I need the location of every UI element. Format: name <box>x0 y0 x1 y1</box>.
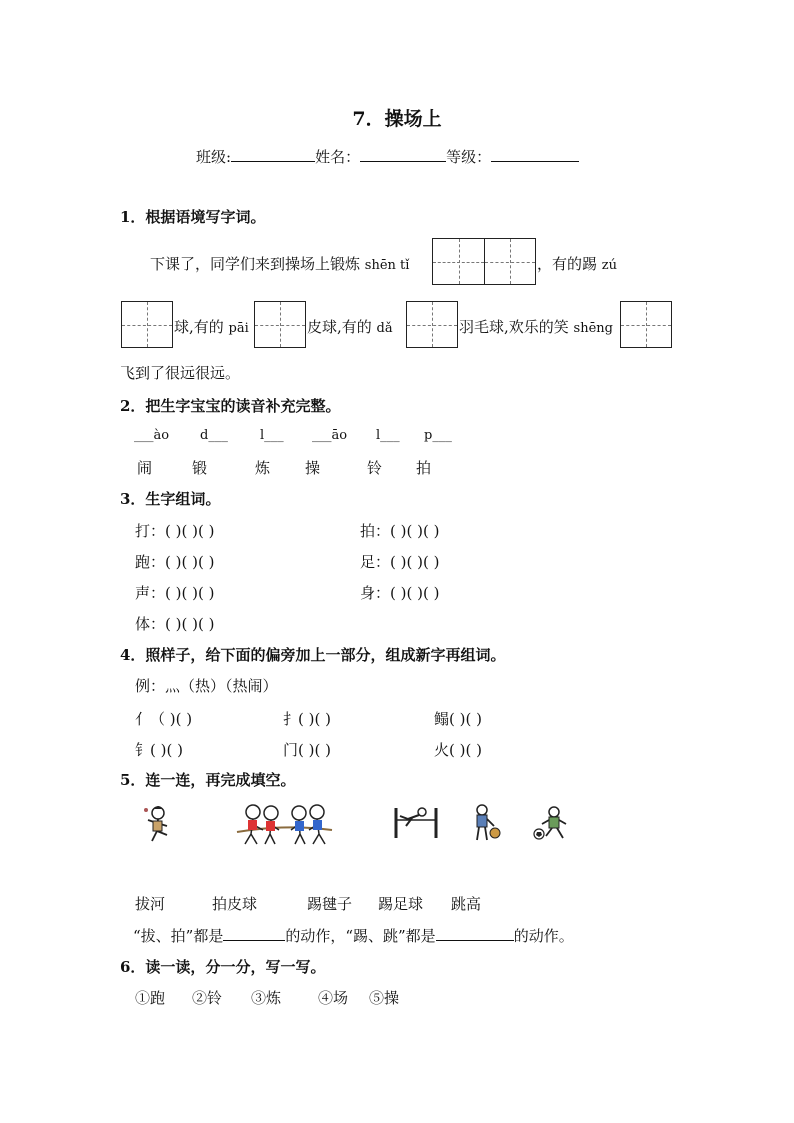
class-label: 班级: <box>196 148 232 166</box>
q5-word-4[interactable]: 踢足球 <box>378 895 424 913</box>
q5-sentence-c: 的动作。 <box>513 927 574 945</box>
q1-line2-b <box>307 316 393 337</box>
q2-char-5: 铃 <box>367 459 383 477</box>
q2-char-3: 炼 <box>255 459 271 477</box>
tian-grid-pai[interactable] <box>254 301 306 348</box>
q5-sentence-b: 的动作，“踢、跳”都是 <box>285 927 436 945</box>
q4-row-2-c[interactable]: 火( )( ) <box>434 741 482 759</box>
q2-heading: 2．把生字宝宝的读音补充完整。 <box>120 397 341 415</box>
q2-char-4: 操 <box>305 459 321 477</box>
q4-heading: 4．照样子，给下面的偏旁加上一部分，组成新字再组词。 <box>120 646 506 664</box>
q5-word-3[interactable]: 踢毽子 <box>307 895 353 913</box>
q4-row-1-b[interactable]: 扌( )( ) <box>283 710 331 728</box>
kick-football-picture[interactable] <box>532 806 572 840</box>
q6-item-2: ②铃 <box>192 989 223 1007</box>
q3-heading: 3．生字组词。 <box>120 490 221 508</box>
q5-blank-2[interactable] <box>436 926 514 941</box>
bounce-ball-picture[interactable] <box>470 804 502 842</box>
q5-sentence-a: “拔、拍”都是 <box>133 927 224 945</box>
pinyin-da: dǎ <box>376 321 393 336</box>
q3-row-3-left[interactable]: 声：( )( )( ) <box>135 584 215 602</box>
grade-blank[interactable] <box>491 147 579 162</box>
q1-text-e: 羽毛球,欢乐的笑 <box>459 318 574 336</box>
high-jump-picture[interactable] <box>392 806 442 838</box>
q3-row-4-left[interactable]: 体：( )( )( ) <box>135 615 215 633</box>
q1-text-c: 球,有的 <box>174 318 229 336</box>
page-title: 7．操场上 <box>352 108 442 130</box>
q1-line2-c <box>459 316 613 337</box>
q3-row-1-right[interactable]: 拍：( )( )( ) <box>360 522 440 540</box>
q3-row-2-right[interactable]: 足：( )( )( ) <box>360 553 440 571</box>
name-label: 姓名： <box>315 148 361 166</box>
student-info-line <box>196 146 579 167</box>
q2-pinyin-6: p___ <box>424 428 452 443</box>
pinyin-pai: pāi <box>228 321 249 336</box>
tian-grid-zu[interactable] <box>121 301 173 348</box>
q4-row-2-b[interactable]: 门( )( ) <box>283 741 331 759</box>
q1-line1-end <box>537 253 617 274</box>
q3-row-1-left[interactable]: 打：( )( )( ) <box>135 522 215 540</box>
name-blank[interactable] <box>360 147 446 162</box>
pinyin-shenti: shēn tǐ <box>364 258 410 273</box>
q2-pinyin-3: l___ <box>260 428 284 443</box>
q6-item-5: ⑤操 <box>369 989 400 1007</box>
q2-pinyin-2: d___ <box>200 428 228 443</box>
q4-row-2-a[interactable]: 钅( )( ) <box>135 741 183 759</box>
pinyin-zu: zú <box>601 258 618 273</box>
q2-pinyin-1: ___ào <box>134 428 170 443</box>
q1-text-d: 皮球,有的 <box>307 318 377 336</box>
q5-word-5[interactable]: 跳高 <box>451 895 482 913</box>
q1-text-a: 下课了，同学们来到操场上锻炼 <box>150 255 365 273</box>
grade-label: 等级： <box>446 148 492 166</box>
q1-text-b: ，有的踢 <box>537 255 602 273</box>
tug-of-war-picture[interactable] <box>237 800 332 846</box>
tian-grid-da[interactable] <box>406 301 458 348</box>
q5-word-1[interactable]: 拔河 <box>135 895 166 913</box>
q6-heading: 6．读一读，分一分，写一写。 <box>120 958 326 976</box>
q5-heading: 5．连一连，再完成填空。 <box>120 771 296 789</box>
q1-heading: 1．根据语境写字词。 <box>120 208 266 226</box>
q4-example: 例：灬（热）（热闹） <box>135 677 278 695</box>
tian-grid-shenti[interactable] <box>432 238 536 285</box>
q1-line1-text <box>150 253 409 274</box>
q2-pinyin-4: ___āo <box>312 428 348 443</box>
class-blank[interactable] <box>231 147 315 162</box>
q2-char-2: 锻 <box>192 459 208 477</box>
q2-char-1: 闹 <box>137 459 153 477</box>
q1-line2-a <box>174 316 249 337</box>
q2-pinyin-5: l___ <box>376 428 400 443</box>
q5-word-2[interactable]: 拍皮球 <box>212 895 258 913</box>
q2-char-6: 拍 <box>416 459 432 477</box>
q6-item-3: ③炼 <box>251 989 282 1007</box>
q1-line3: 飞到了很远很远。 <box>120 364 241 382</box>
q6-item-1: ①跑 <box>135 989 166 1007</box>
q5-sentence <box>133 925 574 946</box>
q5-blank-1[interactable] <box>223 926 285 941</box>
q4-row-1-c[interactable]: 鳎( )( ) <box>434 710 482 728</box>
tian-grid-sheng[interactable] <box>620 301 672 348</box>
shuttlecock-kick-picture[interactable] <box>140 804 180 844</box>
q3-row-2-left[interactable]: 跑：( )( )( ) <box>135 553 215 571</box>
q4-row-1-a[interactable]: 亻（ )( ) <box>135 710 193 728</box>
q6-item-4: ④场 <box>318 989 349 1007</box>
pinyin-sheng: shēng <box>573 321 613 336</box>
q3-row-3-right[interactable]: 身：( )( )( ) <box>360 584 440 602</box>
